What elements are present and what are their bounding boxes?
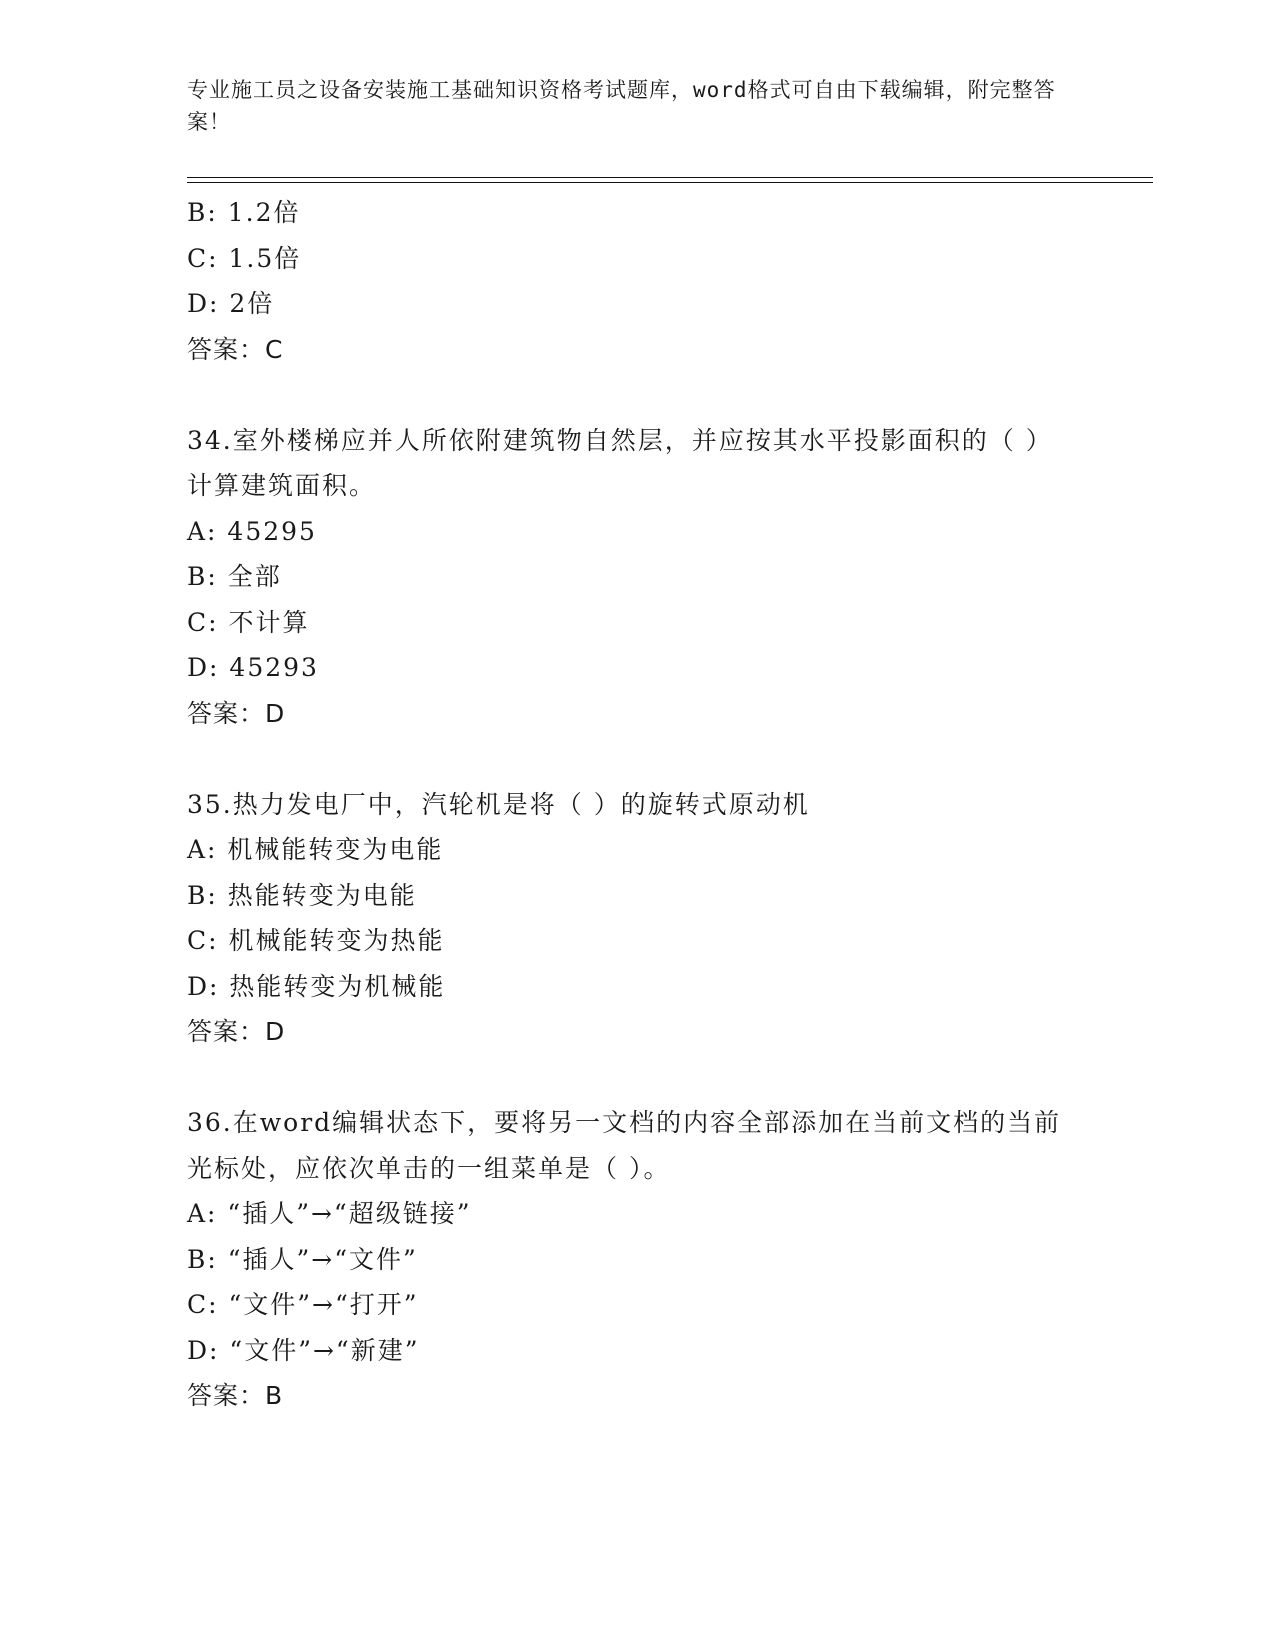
question-stem: 36.在word编辑状态下，要将另一文档的内容全部添加在当前文档的当前光标处，应依次单击的一组菜单是（ ）。 xyxy=(187,1108,1062,1183)
option-b: B: 全部 xyxy=(187,562,282,591)
header-divider-bottom xyxy=(187,182,1153,183)
spacer xyxy=(187,372,1087,418)
option-a: A: 机械能转变为电能 xyxy=(187,835,444,864)
question-34 xyxy=(187,418,1087,737)
option-a: A: 45295 xyxy=(187,516,317,546)
option-a: A: “插人”→“超级链接” xyxy=(187,1199,472,1228)
option-d: D: 2倍 xyxy=(187,289,275,318)
option-d: D: “文件”→“新建” xyxy=(187,1335,420,1365)
question-35 xyxy=(187,782,1087,1055)
document-header xyxy=(187,74,1067,138)
option-b: B: 热能转变为电能 xyxy=(187,880,417,910)
option-b: B: 1.2倍 xyxy=(187,198,301,227)
spacer xyxy=(187,1055,1087,1101)
header-divider-top xyxy=(187,177,1153,178)
answer: 答案：D xyxy=(187,698,286,728)
question-33-continued xyxy=(187,190,1087,372)
option-c: C: 机械能转变为热能 xyxy=(187,926,445,955)
spacer xyxy=(187,736,1087,782)
document-body xyxy=(187,190,1087,1419)
question-stem: 34.室外楼梯应并人所依附建筑物自然层，并应按其水平投影面积的（ ）计算建筑面积。 xyxy=(187,425,1053,500)
answer: 答案：C xyxy=(187,334,284,364)
answer: 答案：D xyxy=(187,1017,286,1046)
answer: 答案：B xyxy=(187,1381,284,1410)
header-text: 专业施工员之设备安装施工基础知识资格考试题库，word格式可自由下载编辑，附完整答案！ xyxy=(187,78,1056,134)
question-36 xyxy=(187,1100,1087,1419)
question-stem: 35.热力发电厂中，汽轮机是将（ ）的旋转式原动机 xyxy=(187,789,810,819)
option-c: C: 不计算 xyxy=(187,607,310,637)
option-c: C: “文件”→“打开” xyxy=(187,1290,419,1319)
option-b: B: “插人”→“文件” xyxy=(187,1244,418,1274)
option-c: C: 1.5倍 xyxy=(187,243,302,273)
option-d: D: 热能转变为机械能 xyxy=(187,971,446,1001)
option-d: D: 45293 xyxy=(187,653,319,682)
